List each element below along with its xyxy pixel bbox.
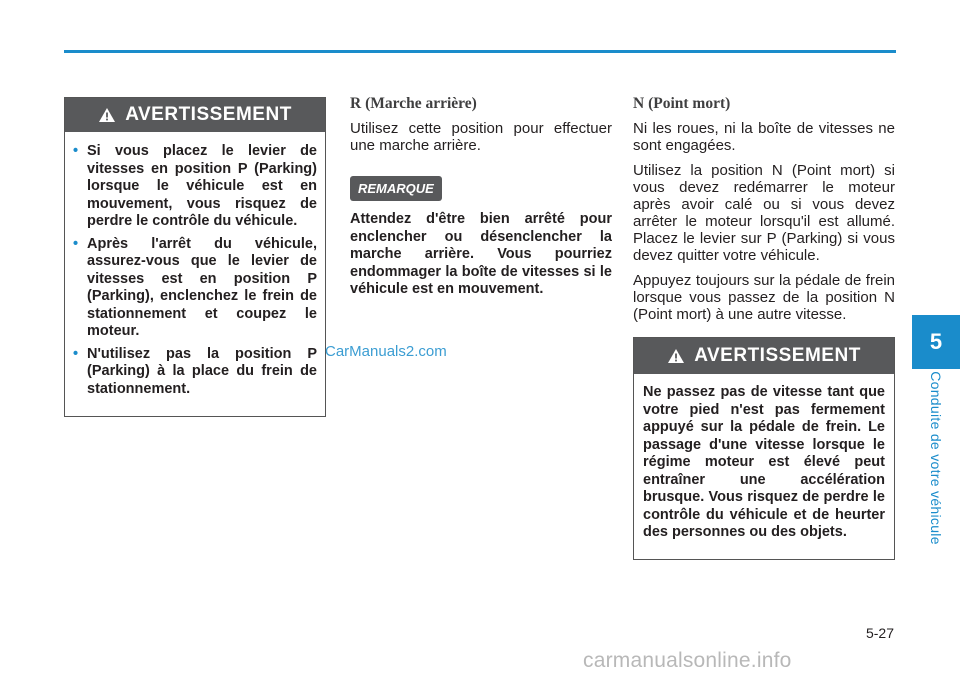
warning-box-parking xyxy=(64,97,326,417)
section-neutral xyxy=(633,95,895,331)
warning-item-text: Si vous placez le levier de vitesses en position P (Parking) lorsque le véhicule est en mouvement, vous risquez de perdre le contrôle du véhicule. xyxy=(87,143,317,229)
warning-item-text: N'utilisez pas la position P (Parking) à la place du frein de stationnement. xyxy=(87,345,317,397)
warning-body xyxy=(634,374,894,542)
warning-item xyxy=(73,346,317,399)
page-number: 5-27 xyxy=(865,625,894,641)
section-reverse xyxy=(350,95,612,299)
warning-triangle-icon xyxy=(98,107,116,123)
chapter-title: Conduite de votre véhicule xyxy=(928,371,944,545)
section-title: R (Marche arrière) xyxy=(350,95,477,112)
warning-text: Ne passez pas de vitesse tant que votre pied n'est pas fermement appuyé sur la pédale de frein. Le passage d'une vitesse lorsque le régime moteur est élevé peut entraîner une accélération brusque. Vous risquez de perdre le contrôle du véhicule et de heurter des personnes ou des objets. xyxy=(643,384,885,540)
warning-header xyxy=(65,98,325,132)
watermark-link[interactable]: CarManuals2.com xyxy=(325,343,447,360)
chapter-tab[interactable] xyxy=(912,315,960,369)
warning-header xyxy=(634,338,894,374)
bullet-icon: • xyxy=(73,143,79,159)
chapter-number: 5 xyxy=(929,329,943,354)
footer-watermark[interactable]: carmanualsonline.info xyxy=(583,649,792,672)
top-rule xyxy=(64,50,896,53)
warning-triangle-icon xyxy=(667,348,685,364)
warning-item-text: Après l'arrêt du véhicule, assurez-vous que le levier de vitesses est en position P (Parking), enclenchez le frein de stationnement et coupez le moteur. xyxy=(87,235,317,339)
section-paragraph: Appuyez toujours sur la pédale de frein lorsque vous passez de la position N (Point mort) à une autre vitesse. xyxy=(633,272,895,323)
warning-box-neutral xyxy=(633,337,895,560)
warning-body xyxy=(65,132,325,398)
section-paragraph: Utilisez la position N (Point mort) si vous devez redémarrer le moteur après avoir calé ou si vous devez arrêter le moteur lorsqu'il est allumé. Placez le levier sur P (Parking) si vous devez quitter votre véhicule. xyxy=(633,162,895,264)
section-paragraph: Utilisez cette position pour effectuer une marche arrière. xyxy=(350,120,612,154)
warning-title: AVERTISSEMENT xyxy=(694,345,861,366)
note-badge: REMARQUE xyxy=(350,176,442,201)
bullet-icon: • xyxy=(73,235,79,252)
warning-title: AVERTISSEMENT xyxy=(125,104,292,125)
warning-item xyxy=(73,236,317,341)
note-text: Attendez d'être bien arrêté pour enclencher ou désenclencher la marche arrière. Vous pourriez endommager la boîte de vitesses si le véhicule est en mouvement. xyxy=(350,211,612,297)
section-paragraph: Ni les roues, ni la boîte de vitesses ne sont engagées. xyxy=(633,120,895,154)
section-title: N (Point mort) xyxy=(633,95,731,112)
bullet-icon: • xyxy=(73,345,79,362)
warning-item xyxy=(73,143,317,231)
